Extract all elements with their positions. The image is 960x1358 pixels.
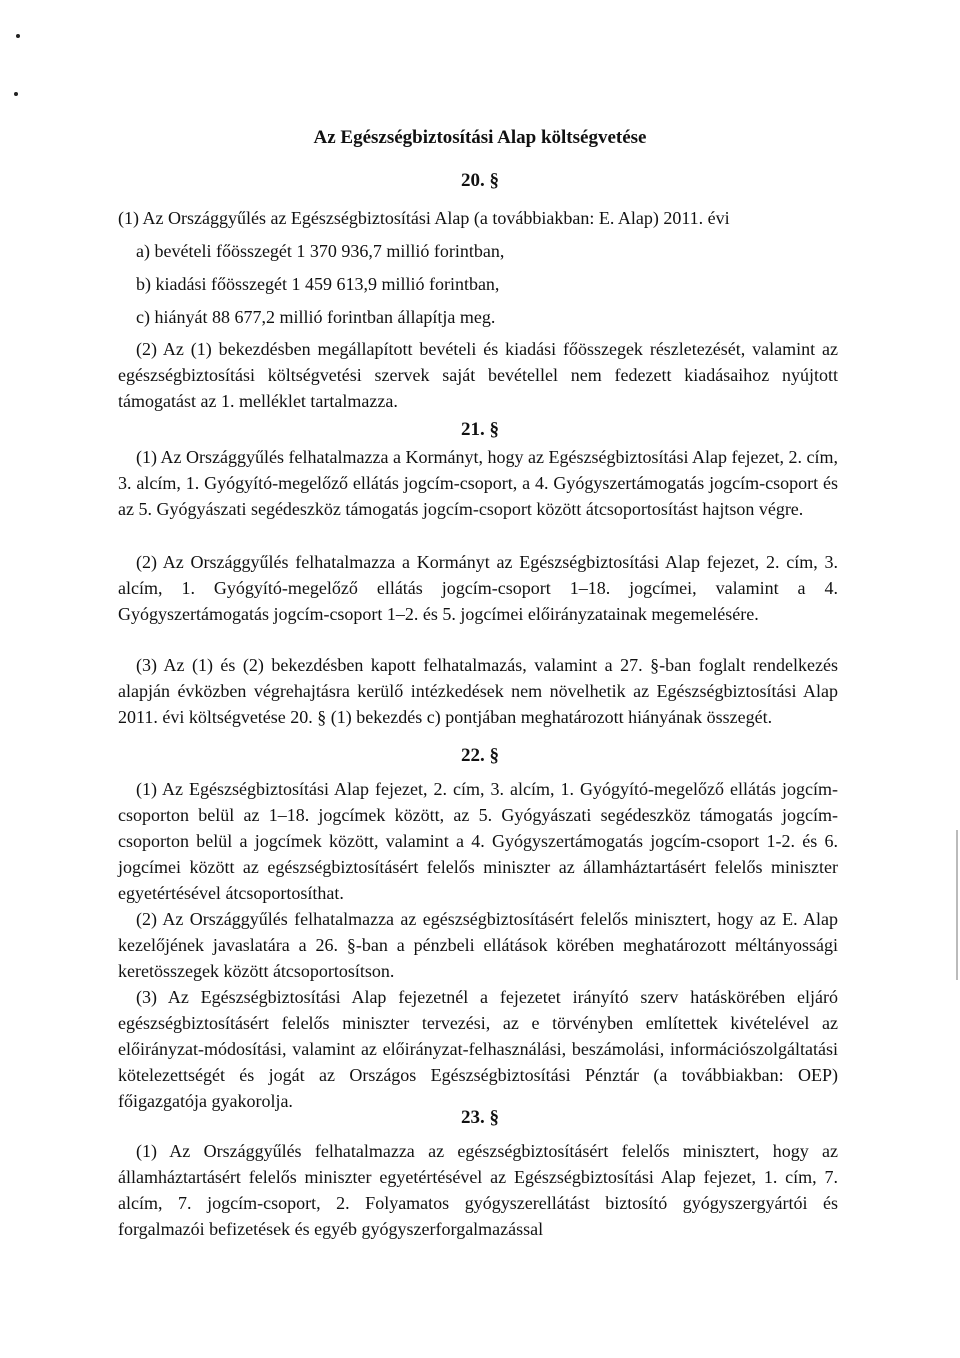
s21-paragraph-2: (2) Az Országgyűlés felhatalmazza a Kormányt az Egészségbiztosítási Alap fejezet, 2. cím, 3. alcím, 1. Gyógyító-megelőző ellátás jogcím-csoport 1–18. jogcímei, valamint a 4. Gyógyszertámogatás jogcím-csoport 1–2. és 5. jogcímei előirányzatainak megemelésére.: [118, 552, 838, 624]
s21-paragraph-3: (3) Az (1) és (2) bekezdésben kapott felhatalmazás, valamint a 27. §-ban foglalt rendelkezés alapján évközben végrehajtásra kerülő intézkedések nem növelhetik az Egészségbiztosítási Alap 2011. évi költségvetése 20. § (1) bekezdés c) pontjában meghatározott hiányának összegét.: [118, 655, 838, 727]
scan-speck: [16, 34, 20, 38]
s20-item-a: a) bevételi főösszegét 1 370 936,7 millió forintban,: [136, 241, 505, 261]
scan-edge-mark: [956, 830, 958, 980]
s20-item-c: c) hiányát 88 677,2 millió forintban állapítja meg.: [136, 307, 496, 327]
s20-item-b: b) kiadási főösszegét 1 459 613,9 millió forintban,: [136, 274, 500, 294]
section-heading-22: 22. §: [461, 745, 499, 766]
s20-paragraph-2: (2) Az (1) bekezdésben megállapított bevételi és kiadási főösszegek részletezését, valamint az egészségbiztosítási költségvetési szervek saját bevétellel nem fedezett kiadásaihoz nyújtott támogatást az 1. melléklet tartalmazza.: [118, 339, 838, 411]
s22-paragraph-3: (3) Az Egészségbiztosítási Alap fejezetnél a fejezetet irányító szerv hatáskörében eljáró egészségbiztosításért felelős miniszter tervezési, az e törvényben említettek kivételével az előirányzat-módosítási, valamint az előirányzat-felhasználási, beszámolási, információszolgáltatási kötelezettségét és jogát az Országos Egészségbiztosítási Pénztár (a továbbiakban: OEP) főigazgatója gyakorolja.: [118, 987, 838, 1111]
s22-paragraph-2: (2) Az Országgyűlés felhatalmazza az egészségbiztosításért felelős minisztert, hogy az E. Alap kezelőjének javaslatára a 26. §-ban a pénzbeli ellátások körében meghatározott méltányossági keretösszegek között átcsoportosítson.: [118, 909, 838, 981]
section-heading-20: 20. §: [461, 170, 499, 191]
s20-paragraph-1-intro: (1) Az Országgyűlés az Egészségbiztosítási Alap (a továbbiakban: E. Alap) 2011. évi: [118, 208, 730, 228]
s21-paragraph-1: (1) Az Országgyűlés felhatalmazza a Kormányt, hogy az Egészségbiztosítási Alap fejezet, 2. cím, 3. alcím, 1. Gyógyító-megelőző ellátás jogcím-csoport, a 4. Gyógyszertámogatás jogcím-csoport és az 5. Gyógyászati segédeszköz támogatás jogcím-csoport között átcsoportosítást hajtson végre.: [118, 447, 838, 519]
document-title: Az Egészségbiztosítási Alap költségvetése: [313, 127, 647, 148]
section-heading-23: 23. §: [461, 1107, 499, 1128]
section-heading-21: 21. §: [461, 419, 499, 440]
scan-speck: [14, 92, 18, 96]
s23-paragraph-1: (1) Az Országgyűlés felhatalmazza az egészségbiztosításért felelős minisztert, hogy az államháztartásért felelős miniszter egyetértésével az Egészségbiztosítási Alap fejezet, 1. cím, 7. alcím, 7. jogcím-csoport, 2. Folyamatos gyógyszerellátást biztosító gyógyszergyártói és forgalmazói befizetések és egyéb gyógyszerforgalmazással: [118, 1141, 838, 1239]
s22-paragraph-1: (1) Az Egészségbiztosítási Alap fejezet, 2. cím, 3. alcím, 1. Gyógyító-megelőző ellátás jogcím-csoporton belül az 1–18. jogcímek között, az 5. Gyógyászati segédeszköz támogatás jogcím-csoporton belül a jogcímek között, valamint a 4. Gyógyszertámogatás jogcím-csoport 1-2. és 6. jogcímei között az egészségbiztosításért felelős miniszter az államháztartásért felelős miniszter egyetértésével átcsoportosíthat.: [118, 779, 838, 903]
